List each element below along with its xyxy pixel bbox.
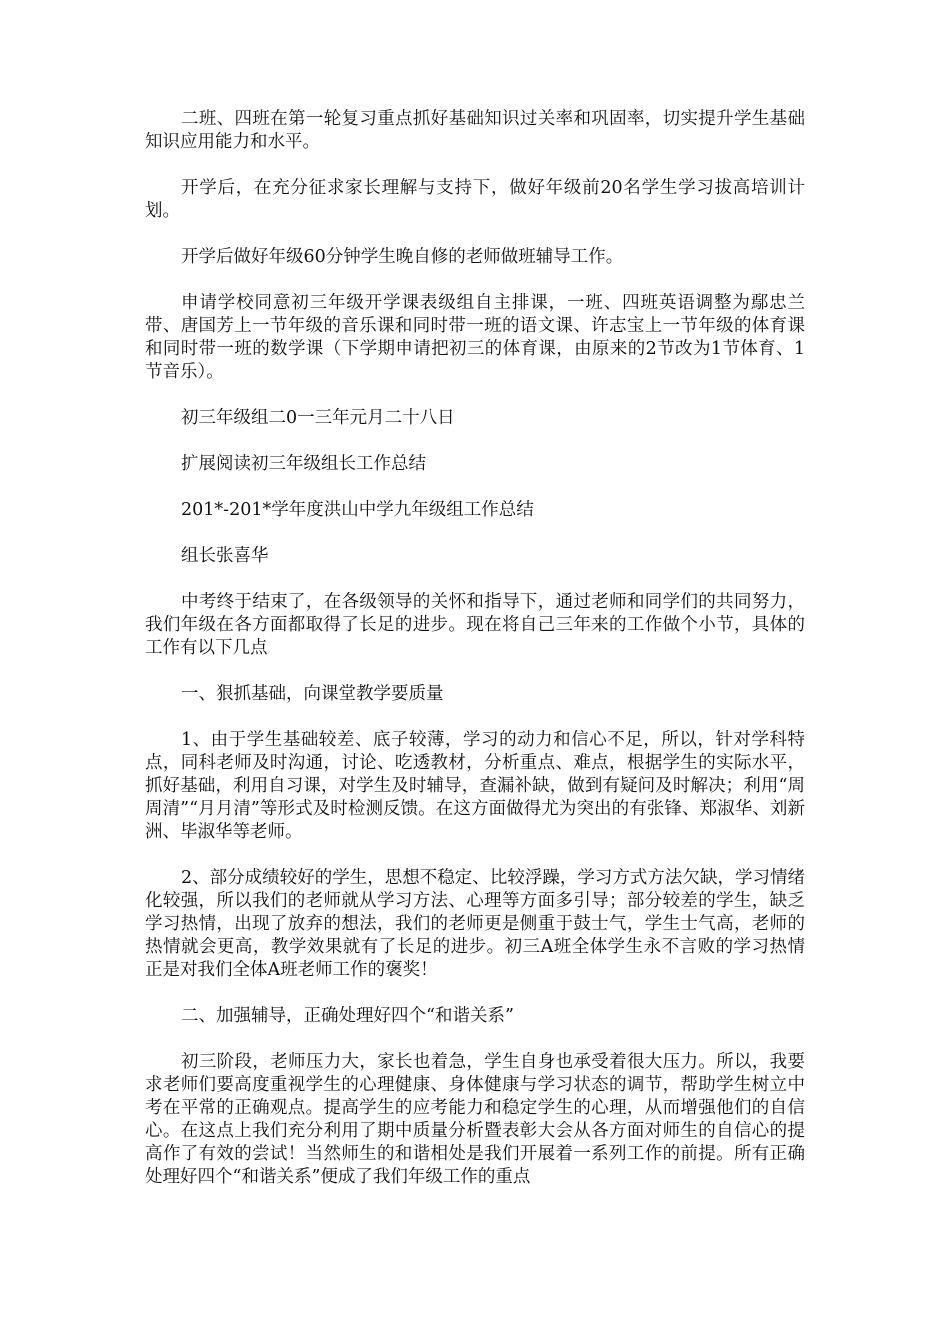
paragraph-introduction: 中考终于结束了，在各级领导的关怀和指导下，通过老师和同学们的共同努力，我们年级在各方面都取得了长足的进步。现在将自己三年来的工作做个小节，具体的工作有以下几点: [145, 592, 805, 658]
paragraph-point-1: 1、由于学生基础较差、底子较薄，学习的动力和信心不足，所以，针对学科特点，同科老师及时沟通，讨论、吃透教材，分析重点、难点，根据学生的实际水平，抓好基础，利用自习课，对学生及时辅导，查漏补缺，做到有疑问及时解决；利用“周周清”“月月清”等形式及时检测反馈。在这方面做得尤为突出的有张锋、郑淑华、刘新洲、毕淑华等老师。: [145, 730, 805, 842]
paragraph-point-2: 2、部分成绩较好的学生，思想不稳定、比较浮躁，学习方式方法欠缺，学习情绪化较强，所以我们的老师就从学习方法、心理等方面多引导；部分较差的学生，缺乏学习热情，出现了放弃的想法，我们的老师更是侧重于鼓士气，学生士气高，老师的热情就会更高，教学效果就有了长足的进步。初三A班全体学生永不言败的学习热情正是对我们全体A班老师工作的褒奖！: [145, 868, 805, 980]
paragraph-top20-training: 开学后，在充分征求家长理解与支持下，做好年级前20名学生学习拔高培训计划。: [145, 178, 805, 221]
paragraph-summary-title: 201*-201*学年度洪山中学九年级组工作总结: [181, 500, 534, 520]
section-heading-one: 一、狠抓基础，向课堂教学要质量: [181, 684, 444, 704]
paragraph-schedule-request: 申请学校同意初三年级开学课表级组自主排课，一班、四班英语调整为鄢忠兰带、唐国芳上一节年级的音乐课和同时带一班的语文课、许志宝上一节年级的体育课和同时带一班的数学课（下学期申请把初三的体育课，由原来的2节改为1节体育、1节音乐）。: [145, 293, 805, 382]
section-heading-two: 二、加强辅导，正确处理好四个“和谐关系”: [181, 1006, 514, 1026]
paragraph-review-plan: 二班、四班在第一轮复习重点抓好基础知识过关率和巩固率，切实提升学生基础知识应用能力和水平。: [145, 109, 805, 152]
paragraph-signature-date: 初三年级组二0一三年元月二十八日: [181, 408, 455, 428]
paragraph-group-leader: 组长张喜华: [181, 546, 269, 566]
paragraph-grade-three-stage: 初三阶段，老师压力大，家长也着急，学生自身也承受着很大压力。所以，我要求老师们要高度重视学生的心理健康、身体健康与学习状态的调节，帮助学生树立中考在平常的正确观点。提高学生的应考能力和稳定学生的心理，从而增强他们的自信心。在这点上我们充分利用了期中质量分析暨表彰大会从各方面对师生的自信心的提高作了有效的尝试！当然师生的和谐相处是我们开展着一系列工作的前提。所有正确处理好四个“和谐关系”便成了我们年级工作的重点: [145, 1052, 805, 1187]
paragraph-extended-reading: 扩展阅读初三年级组长工作总结: [181, 454, 426, 474]
paragraph-evening-study: 开学后做好年级60分钟学生晚自修的老师做班辅导工作。: [181, 247, 624, 267]
document-page: [145, 108, 805, 1212]
